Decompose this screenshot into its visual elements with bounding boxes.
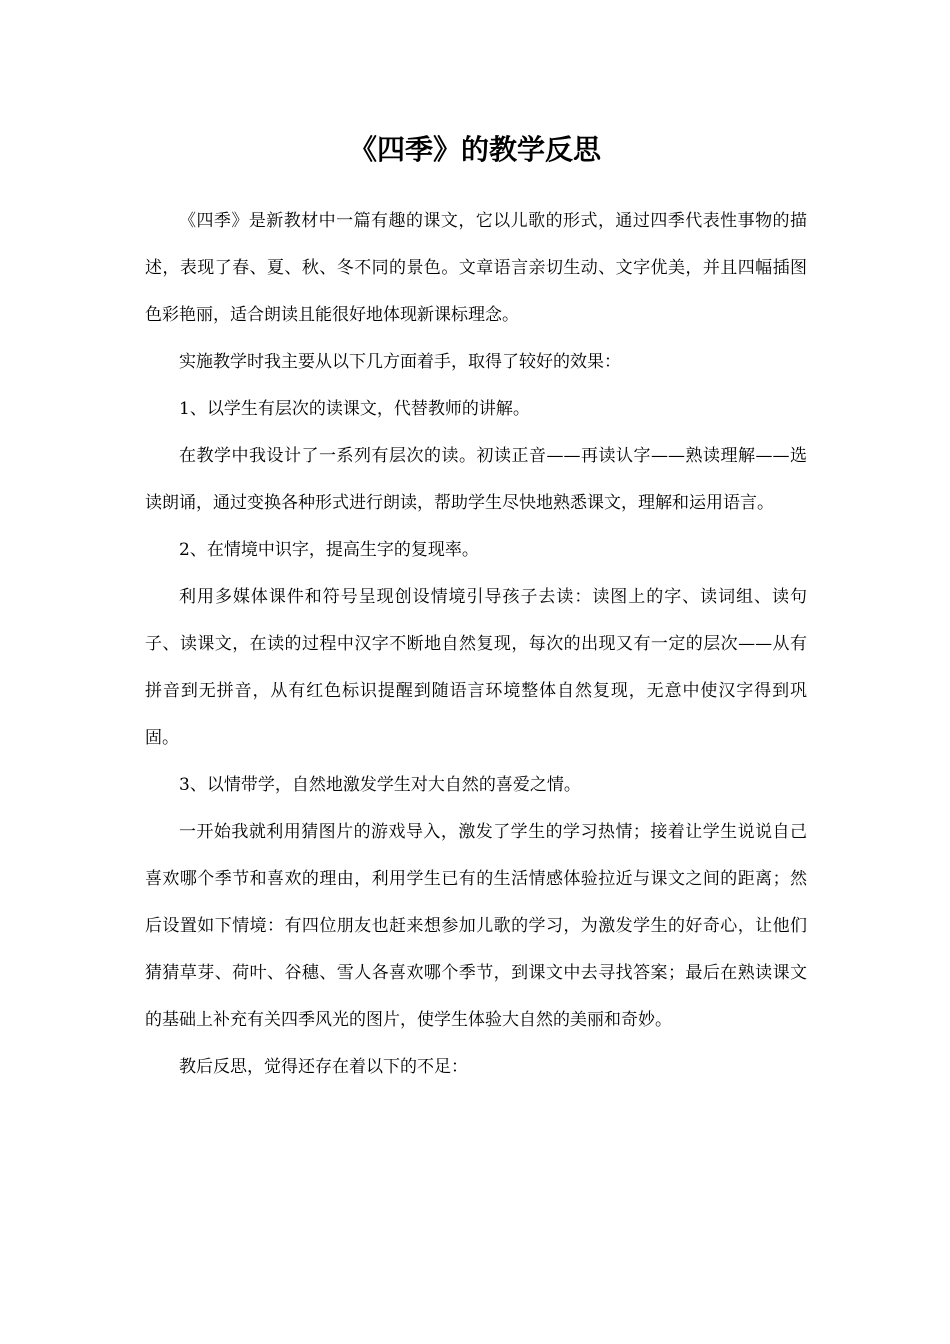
paragraph-shortcomings: 教后反思，觉得还存在着以下的不足： (179, 1057, 468, 1077)
document-body (145, 198, 807, 1091)
point-1-body: 在教学中我设计了一系列有层次的读。初读正音——再读认字——熟读理解——选读朗诵，通过变换各种形式进行朗读，帮助学生尽快地熟悉课文，理解和运用语言。 (145, 446, 807, 513)
point-3-heading: 3、以情带学，自然地激发学生对大自然的喜爱之情。 (179, 775, 581, 795)
paragraph-intro: 《四季》是新教材中一篇有趣的课文，它以儿歌的形式，通过四季代表性事物的描述，表现了春、夏、秋、冬不同的景色。文章语言亲切生动、文字优美，并且四幅插图色彩艳丽，适合朗读且能很好地体现新课标理念。 (145, 211, 807, 325)
point-2-heading: 2、在情境中识字，提高生字的复现率。 (179, 540, 479, 560)
point-1-heading: 1、以学生有层次的读课文，代替教师的讲解。 (179, 399, 530, 419)
document-title: 《四季》的教学反思 (348, 133, 601, 166)
point-2-body: 利用多媒体课件和符号呈现创设情境引导孩子去读：读图上的字、读词组、读句子、读课文，在读的过程中汉字不断地自然复现，每次的出现又有一定的层次——从有拼音到无拼音，从有红色标识提醒到随语言环境整体自然复现，无意中使汉字得到巩固。 (145, 587, 807, 748)
paragraph-approach: 实施教学时我主要从以下几方面着手，取得了较好的效果： (179, 352, 621, 372)
point-3-body: 一开始我就利用猜图片的游戏导入，激发了学生的学习热情；接着让学生说说自己喜欢哪个季节和喜欢的理由，利用学生已有的生活情感体验拉近与课文之间的距离；然后设置如下情境：有四位朋友也赶来想参加儿歌的学习，为激发学生的好奇心，让他们猜猜草芽、荷叶、谷穗、雪人各喜欢哪个季节，到课文中去寻找答案；最后在熟读课文的基础上补充有关四季风光的图片，使学生体验大自然的美丽和奇妙。 (145, 822, 807, 1030)
